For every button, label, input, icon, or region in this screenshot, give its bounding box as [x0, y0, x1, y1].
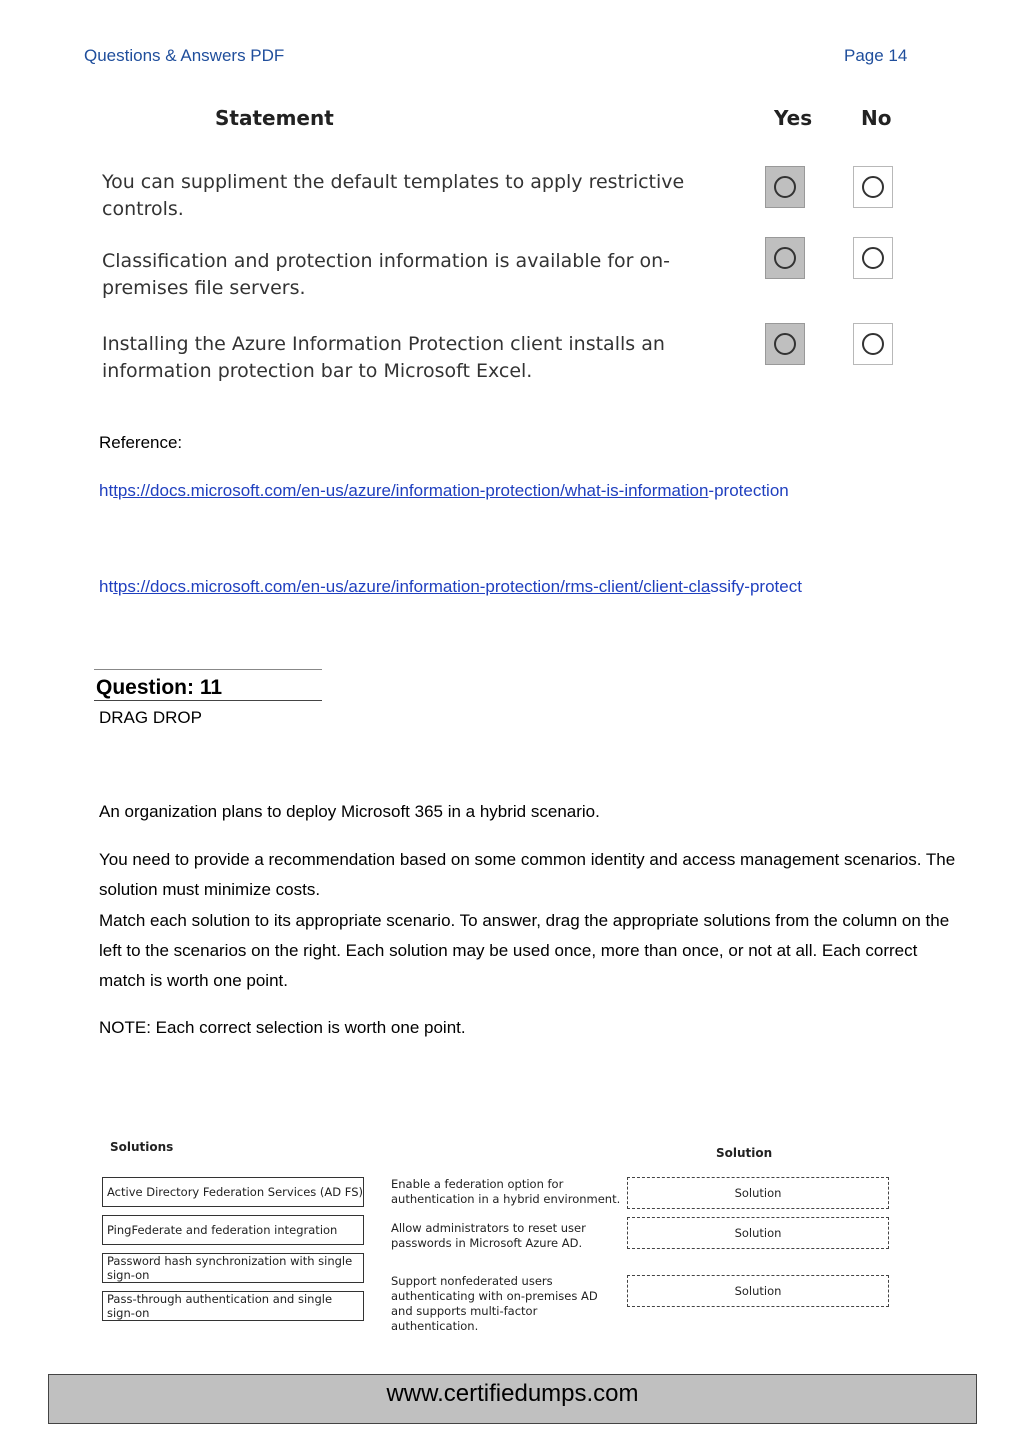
page-number: Page 14: [844, 46, 908, 65]
radio-circle-icon: [862, 176, 884, 198]
link-2-prefix: ht: [99, 577, 114, 596]
yes-radio-1[interactable]: [765, 166, 805, 208]
solution-option-adfs[interactable]: Active Directory Federation Services (AD FS): [102, 1177, 364, 1207]
radio-circle-icon: [862, 247, 884, 269]
question-title: Question: 11: [96, 676, 223, 699]
reference-link-1[interactable]: [99, 481, 789, 501]
yes-radio-3[interactable]: [765, 323, 805, 365]
radio-circle-icon: [774, 333, 796, 355]
divider: [94, 700, 322, 701]
scenario-2: Allow administrators to reset user passwords in Microsoft Azure AD.: [391, 1221, 586, 1250]
solution-option-pass-through-auth[interactable]: Pass-through authentication and single sign-on: [102, 1291, 364, 1321]
yes-column-header: Yes: [774, 106, 813, 130]
document-title: Questions & Answers PDF: [84, 46, 285, 65]
drop-target-1[interactable]: Solution: [627, 1177, 889, 1209]
question-paragraph-2: You need to provide a recommendation based on some common identity and access management scenarios. The solution must minimize costs.: [99, 850, 956, 899]
no-radio-1[interactable]: [853, 166, 893, 208]
link-2-suffix: ssify-protect: [710, 577, 802, 596]
statement-column-header: Statement: [215, 106, 334, 130]
link-2-main: tps://docs.microsoft.com/en-us/azure/information-protection/rms-client/client-cla: [113, 577, 711, 596]
scenario-1: Enable a federation option for authentication in a hybrid environment.: [391, 1177, 621, 1206]
reference-link-2[interactable]: [99, 577, 802, 597]
footer-site-link[interactable]: www.certifiedumps.com: [386, 1380, 639, 1407]
link-1-suffix: -protection: [708, 481, 789, 500]
no-radio-2[interactable]: [853, 237, 893, 279]
divider: [94, 669, 322, 670]
radio-circle-icon: [774, 247, 796, 269]
solution-option-password-hash-sync[interactable]: Password hash synchronization with single sign-on: [102, 1253, 364, 1283]
no-radio-3[interactable]: [853, 323, 893, 365]
link-1-main: tps://docs.microsoft.com/en-us/azure/information-protection/what-is-information: [113, 481, 709, 500]
statement-3: Installing the Azure Information Protection client installs an information protection bar to Microsoft Excel.: [102, 333, 665, 382]
solution-heading: Solution: [716, 1146, 773, 1160]
no-column-header: No: [861, 106, 892, 130]
radio-circle-icon: [862, 333, 884, 355]
solution-option-pingfederate[interactable]: PingFederate and federation integration: [102, 1215, 364, 1245]
question-type: DRAG DROP: [99, 708, 202, 727]
drop-target-3[interactable]: Solution: [627, 1275, 889, 1307]
question-paragraph-1: An organization plans to deploy Microsoft 365 in a hybrid scenario.: [99, 802, 600, 821]
statement-1: You can suppliment the default templates to apply restrictive controls.: [102, 171, 685, 220]
statement-2: Classification and protection information is available for on-premises file servers.: [102, 250, 671, 299]
drop-target-2[interactable]: Solution: [627, 1217, 889, 1249]
question-paragraph-3: Match each solution to its appropriate scenario. To answer, drag the appropriate solutions from the column on the left to the scenarios on the right. Each solution may be used once, more than once, or not at all. Each correct match is worth one point.: [99, 911, 950, 990]
solutions-heading: Solutions: [110, 1140, 174, 1154]
radio-circle-icon: [774, 176, 796, 198]
yes-radio-2[interactable]: [765, 237, 805, 279]
scenario-3: Support nonfederated users authenticating with on-premises AD and supports multi-factor authentication.: [391, 1274, 598, 1333]
question-note: NOTE: Each correct selection is worth one point.: [99, 1018, 466, 1037]
reference-label: Reference:: [99, 433, 183, 452]
link-1-prefix: ht: [99, 481, 114, 500]
